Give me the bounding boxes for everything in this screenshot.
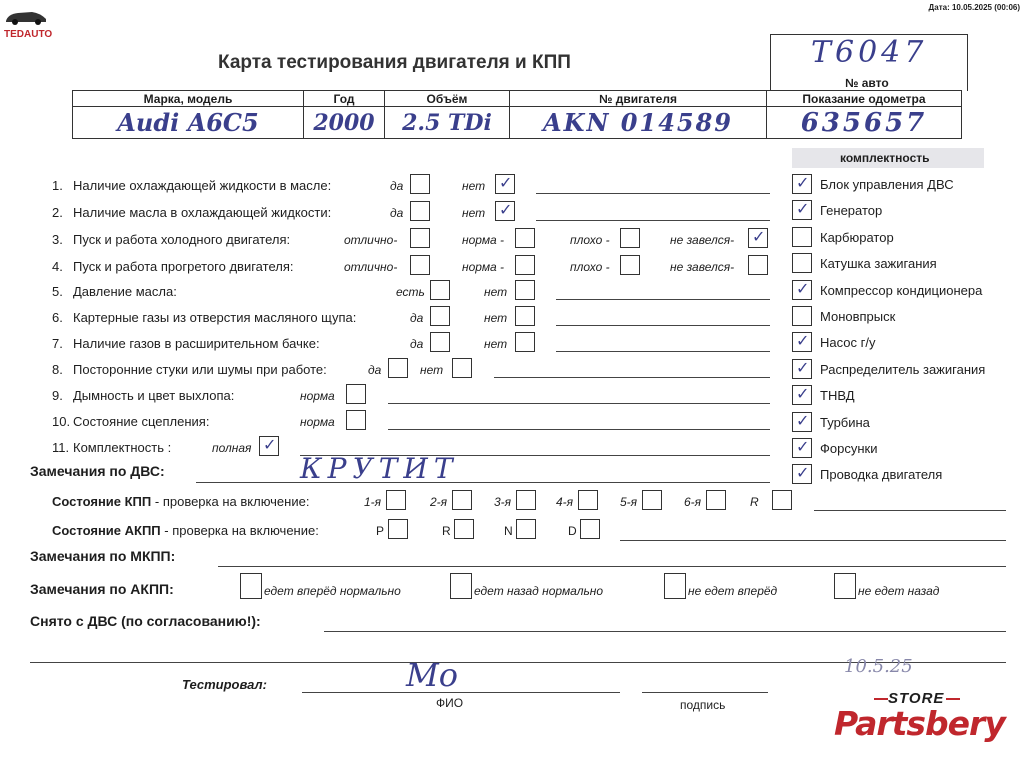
check-mark-icon: ✓ <box>796 173 810 192</box>
completeness-box[interactable] <box>792 359 812 379</box>
kpp-label: Состояние КПП - проверка на включение: <box>52 494 310 509</box>
kpp-gear-box[interactable] <box>642 490 662 510</box>
completeness-box[interactable] <box>792 438 812 458</box>
brand-name: TEDAUTO <box>4 29 53 40</box>
kpp-gear-box[interactable] <box>452 490 472 510</box>
completeness-title: комплектность <box>840 151 930 165</box>
q9-norm-label: норма <box>300 389 335 403</box>
tested-label: Тестировал: <box>182 677 267 692</box>
q4-bad-label: плохо - <box>570 260 610 274</box>
col-odometer: Показание одометра <box>767 91 962 107</box>
q10-norm-box[interactable] <box>346 410 366 430</box>
completeness-item: ТНВД <box>820 388 855 404</box>
akpp-option-box[interactable] <box>240 573 262 599</box>
completeness-header <box>792 148 984 168</box>
check-mark-icon: ✓ <box>796 410 810 430</box>
akpp-label: Состояние АКПП - проверка на включение: <box>52 523 319 538</box>
q2-no-label: нет <box>462 206 486 220</box>
q8-note-line <box>494 377 770 378</box>
q1-note-line <box>536 193 770 194</box>
completeness-item: Насос г/у <box>820 335 876 351</box>
completeness-box[interactable] <box>792 280 812 300</box>
kpp-gear-label: 3-я <box>494 495 512 509</box>
q11-full-box[interactable] <box>259 436 279 456</box>
dvs-remarks-value: КРУТИТ <box>300 452 459 485</box>
dvs-remarks-line <box>196 482 770 483</box>
value-year: 2000 <box>304 107 385 139</box>
q7-num: 7. <box>52 336 63 351</box>
q3-normal-box[interactable] <box>515 228 535 248</box>
q8-text: Посторонние стуки или шумы при работе: <box>73 362 327 377</box>
completeness-item: Карбюратор <box>820 229 894 245</box>
q9-text: Дымность и цвет выхлопа: <box>73 388 235 403</box>
completeness-box[interactable] <box>792 174 812 194</box>
check-mark-icon: ✓ <box>796 437 810 456</box>
q6-no-box[interactable] <box>515 306 535 326</box>
completeness-box[interactable] <box>792 385 812 405</box>
q8-no-label: нет <box>420 363 444 377</box>
q6-yes-label: да <box>410 311 424 325</box>
value-odometer: 635657 <box>767 107 962 139</box>
q2-yes-label: да <box>390 206 404 220</box>
car-icon <box>4 8 48 26</box>
q11-num: 11. <box>52 440 70 455</box>
q7-yes-box[interactable] <box>430 332 450 352</box>
q7-no-box[interactable] <box>515 332 535 352</box>
removed-label: Снято с ДВС (по согласованию!): <box>30 613 261 629</box>
q9-norm-box[interactable] <box>346 384 366 404</box>
kpp-gear-label: 2-я <box>430 495 448 509</box>
q10-text: Состояние сцепления: <box>73 414 210 429</box>
q10-norm-label: норма <box>300 415 335 429</box>
q8-num: 8. <box>52 362 63 377</box>
q1-text: Наличие охлаждающей жидкости в масле: <box>73 178 332 193</box>
dvs-remarks-label: Замечания по ДВС: <box>30 463 165 479</box>
q4-normal-label: норма - <box>462 260 505 274</box>
q1-yes-label: да <box>390 179 404 193</box>
check-mark-icon: ✓ <box>796 278 810 298</box>
check-mark-icon: ✓ <box>796 331 810 351</box>
akpp-gear-box[interactable] <box>454 519 474 539</box>
col-volume: Объём <box>385 91 510 107</box>
akpp-gear-label: N <box>504 524 513 538</box>
completeness-item: Распределитель зажигания <box>820 361 986 377</box>
akpp-remarks-label: Замечания по АКПП: <box>30 581 174 597</box>
q2-yes-box[interactable] <box>410 201 430 221</box>
logo-bar <box>874 698 888 700</box>
kpp-gear-label: 1-я <box>364 495 382 509</box>
q7-yes-label: да <box>410 337 424 351</box>
kpp-gear-box[interactable] <box>516 490 536 510</box>
q6-note-line <box>556 325 770 326</box>
check-mark-icon: ✓ <box>499 200 513 219</box>
q3-nostart-label: не завелся- <box>670 233 735 247</box>
completeness-item: Проводка двигателя <box>820 467 943 483</box>
q7-text: Наличие газов в расширительном бачке: <box>73 336 320 351</box>
q10-note-line <box>388 429 770 430</box>
q5-num: 5. <box>52 284 63 299</box>
completeness-box[interactable] <box>792 227 812 247</box>
kpp-gear-label: R <box>750 495 759 509</box>
completeness-box[interactable] <box>792 200 812 220</box>
q4-excellent-label: отлично- <box>344 260 398 274</box>
q5-note-line <box>556 299 770 300</box>
q3-excellent-box[interactable] <box>410 228 430 248</box>
q4-num: 4. <box>52 259 63 274</box>
akpp-option-label: не едет назад <box>858 584 940 598</box>
value-model: Audi A6C5 <box>73 107 304 139</box>
akpp-gear-box[interactable] <box>516 519 536 539</box>
value-volume: 2.5 TDi <box>385 107 510 139</box>
q9-note-line <box>388 403 770 404</box>
q1-num: 1. <box>52 178 63 193</box>
akpp-line <box>620 540 1006 541</box>
q6-num: 6. <box>52 310 63 325</box>
akpp-gear-box[interactable] <box>580 519 600 539</box>
kpp-gear-box[interactable] <box>578 490 598 510</box>
auto-number-label: № авто <box>845 76 889 90</box>
akpp-gear-label: R <box>442 524 451 538</box>
fio-value: Мо <box>406 656 459 694</box>
completeness-box[interactable] <box>792 332 812 352</box>
q5-no-box[interactable] <box>515 280 535 300</box>
akpp-option-box[interactable] <box>664 573 686 599</box>
mkpp-remarks-label: Замечания по МКПП: <box>30 548 176 564</box>
col-engine-number: № двигателя <box>510 91 767 107</box>
completeness-item: Форсунки <box>820 441 878 456</box>
q3-bad-box[interactable] <box>620 228 640 248</box>
q3-text: Пуск и работа холодного двигателя: <box>73 232 291 247</box>
kpp-gear-label: 5-я <box>620 495 638 509</box>
q3-nostart-box[interactable] <box>748 228 768 248</box>
fio-line <box>302 692 620 693</box>
q9-num: 9. <box>52 388 63 403</box>
check-mark-icon: ✓ <box>796 199 810 219</box>
q3-bad-label: плохо - <box>570 233 610 247</box>
mkpp-remarks-line <box>218 566 1006 567</box>
auto-number-value: Т6047 <box>811 35 928 70</box>
brand-logo <box>4 8 53 40</box>
q7-no-label: нет <box>484 337 508 351</box>
q5-yes-label: есть <box>396 285 425 299</box>
col-model: Марка, модель <box>73 91 304 107</box>
completeness-box[interactable] <box>792 253 812 273</box>
partsbery-logo <box>834 690 1010 750</box>
q3-excellent-label: отлично- <box>344 233 398 247</box>
check-mark-icon: ✓ <box>796 384 810 404</box>
q4-bad-box[interactable] <box>620 255 640 275</box>
check-mark-icon: ✓ <box>752 227 766 246</box>
completeness-item: Компрессор кондиционера <box>820 282 983 298</box>
q7-note-line <box>556 351 770 352</box>
kpp-gear-label: 6-я <box>684 495 702 509</box>
kpp-gear-label: 4-я <box>556 495 574 509</box>
q4-text: Пуск и работа прогретого двигателя: <box>73 259 294 274</box>
q1-yes-box[interactable] <box>410 174 430 194</box>
fio-label: ФИО <box>436 696 464 710</box>
q5-no-label: нет <box>484 285 508 299</box>
check-mark-icon: ✓ <box>499 173 513 192</box>
q5-text: Давление масла: <box>73 284 177 299</box>
akpp-gear-label: D <box>568 524 577 538</box>
akpp-gear-label: P <box>376 524 385 538</box>
akpp-gear-box[interactable] <box>388 519 408 539</box>
sign-line <box>642 692 768 693</box>
auto-number-box <box>770 34 968 91</box>
logo-store-text: STORE <box>888 690 945 707</box>
completeness-item: Моновпрыск <box>820 309 896 324</box>
kpp-line <box>814 510 1006 511</box>
removed-line-1 <box>324 631 1006 632</box>
q4-excellent-box[interactable] <box>410 255 430 275</box>
q6-text: Картерные газы из отверстия масляного щупа: <box>73 310 357 325</box>
q10-num: 10. <box>52 414 71 429</box>
date-value: 10.5.25 <box>844 656 913 677</box>
logo-bar <box>946 698 960 700</box>
completeness-item: Блок управления ДВС <box>820 177 954 192</box>
q11-full-label: полная <box>212 441 252 455</box>
kpp-gear-box[interactable] <box>706 490 726 510</box>
completeness-item: Катушка зажигания <box>820 256 937 272</box>
q11-text: Комплектность : <box>73 440 172 455</box>
q8-no-box[interactable] <box>452 358 472 378</box>
q2-note-line <box>536 220 770 221</box>
completeness-box[interactable] <box>792 464 812 484</box>
q2-text: Наличие масла в охлаждающей жидкости: <box>73 205 332 220</box>
akpp-option-box[interactable] <box>834 573 856 599</box>
q8-yes-box[interactable] <box>388 358 408 378</box>
logo-name: Partsbery <box>834 704 1005 743</box>
kpp-gear-box[interactable] <box>772 490 792 510</box>
kpp-gear-box[interactable] <box>386 490 406 510</box>
q2-num: 2. <box>52 205 63 220</box>
completeness-box[interactable] <box>792 306 812 326</box>
completeness-item: Генератор <box>820 203 883 219</box>
q1-no-box[interactable] <box>495 174 515 194</box>
q4-nostart-box[interactable] <box>748 255 768 275</box>
q6-no-label: нет <box>484 311 508 325</box>
check-mark-icon: ✓ <box>796 463 810 483</box>
q8-yes-label: да <box>368 363 382 377</box>
col-year: Год <box>304 91 385 107</box>
akpp-option-box[interactable] <box>450 573 472 599</box>
date-stamp: Дата: 10.05.2025 (00:06) <box>928 3 1020 12</box>
q4-nostart-label: не завелся- <box>670 260 735 274</box>
q6-yes-box[interactable] <box>430 306 450 326</box>
check-mark-icon: ✓ <box>263 435 277 454</box>
q5-yes-box[interactable] <box>430 280 450 300</box>
completeness-box[interactable] <box>792 412 812 432</box>
q3-normal-label: норма - <box>462 233 505 247</box>
info-table <box>72 90 962 139</box>
q4-normal-box[interactable] <box>515 255 535 275</box>
sign-label: подпись <box>680 698 726 712</box>
q2-no-box[interactable] <box>495 201 515 221</box>
page-title: Карта тестирования двигателя и КПП <box>218 52 571 73</box>
akpp-option-label: едет вперёд нормально <box>264 584 401 598</box>
q1-no-label: нет <box>462 179 486 193</box>
completeness-item: Турбина <box>820 414 870 430</box>
q3-num: 3. <box>52 232 63 247</box>
check-mark-icon: ✓ <box>796 357 810 377</box>
akpp-option-label: не едет вперёд <box>688 584 778 598</box>
akpp-option-label: едет назад нормально <box>474 584 604 598</box>
value-engine-number: AKN 014589 <box>510 107 767 139</box>
